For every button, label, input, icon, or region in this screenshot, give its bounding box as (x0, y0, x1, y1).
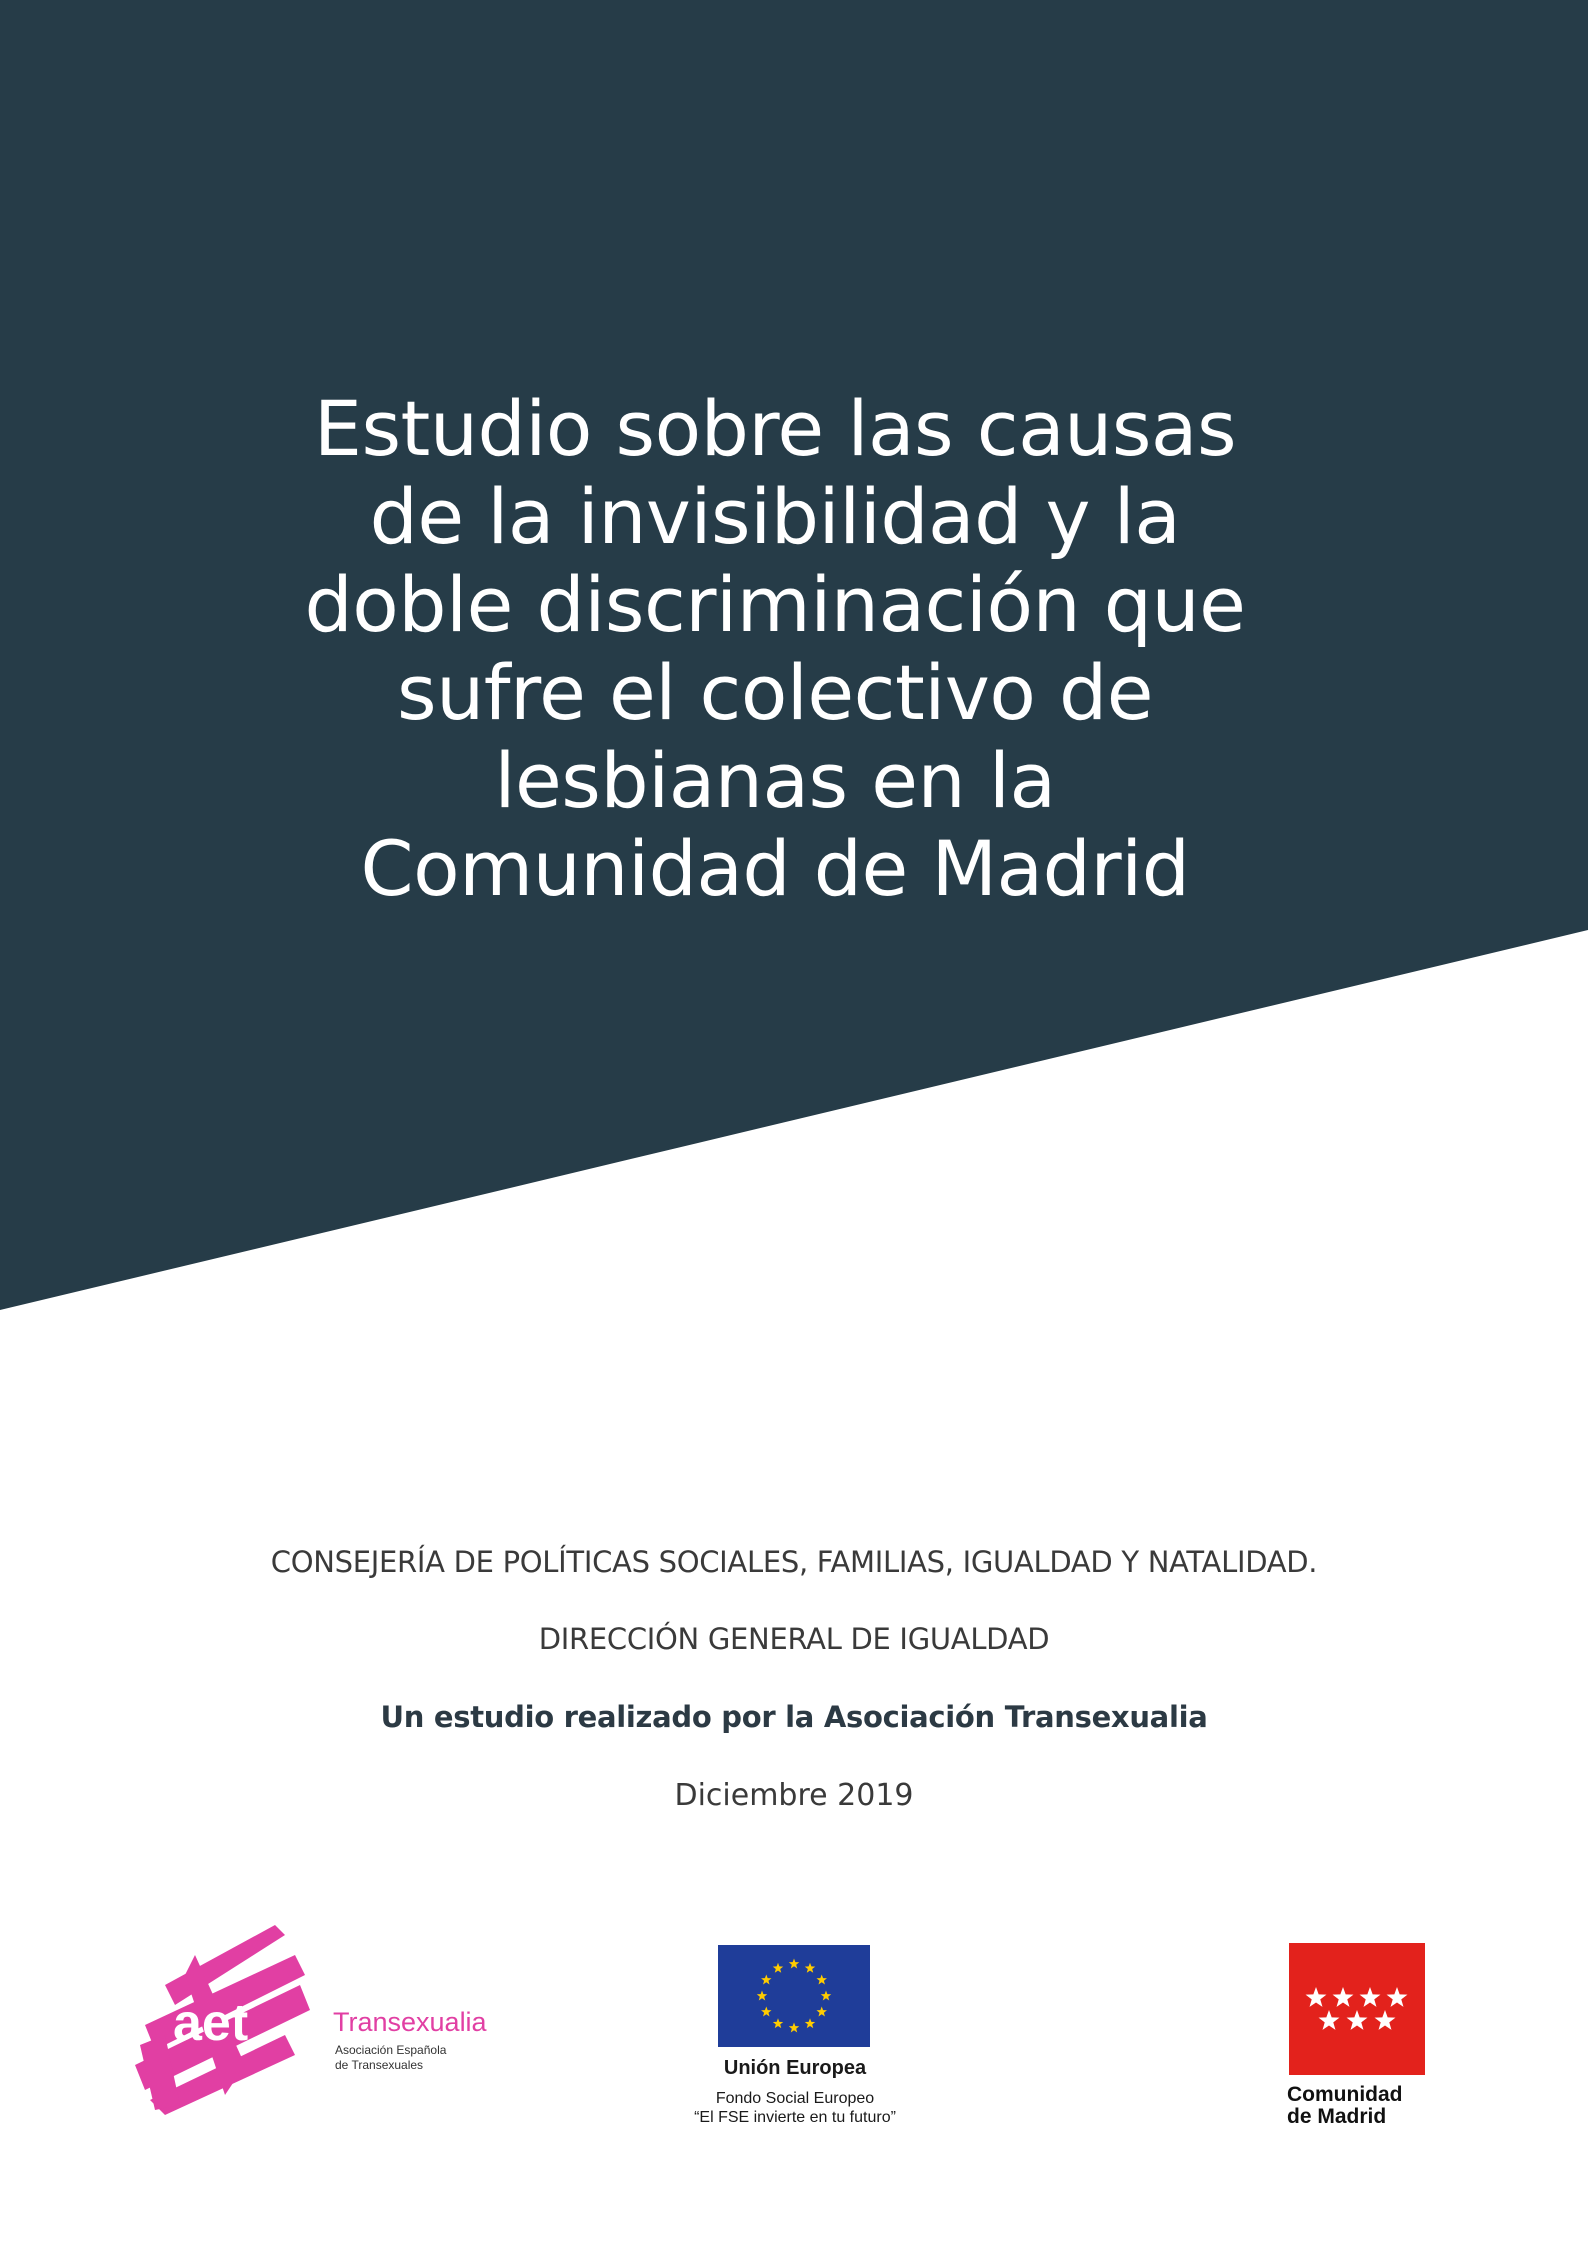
comunidad-de-madrid-logo (1285, 1943, 1445, 2133)
publication-date: Diciembre 2019 (674, 1778, 914, 1813)
document-title (170, 385, 1380, 913)
madrid-name: de Madrid (1287, 2105, 1387, 2128)
author-line: Un estudio realizado por la Asociación Transexualia (380, 1700, 1208, 1734)
madrid-flag-icon (1289, 1943, 1425, 2075)
eu-name: Unión Europea (723, 2057, 867, 2079)
madrid-name: Comunidad (1287, 2083, 1403, 2106)
title-line: lesbianas en la (494, 736, 1056, 825)
directorate-name: DIRECCIÓN GENERAL DE IGUALDAD (538, 1622, 1050, 1656)
title-line: sufre el colectivo de (396, 648, 1154, 737)
eu-fund-name: Fondo Social Europeo (715, 2090, 875, 2107)
transexualia-logo (125, 1915, 505, 2115)
department-name: CONSEJERÍA DE POLÍTICAS SOCIALES, FAMILIAS, IGUALDAD Y NATALIDAD. (270, 1545, 1318, 1579)
transexualia-brand-name: Transexualia (333, 2007, 487, 2037)
aet-mark-text: aet (173, 1994, 249, 2052)
eu-flag-icon (718, 1945, 870, 2047)
title-line: Comunidad de Madrid (360, 824, 1190, 913)
transexualia-subtitle: de Transexuales (335, 2058, 424, 2072)
title-line: doble discriminación que (304, 560, 1246, 649)
transexualia-subtitle: Asociación Española (335, 2043, 447, 2057)
title-line: Estudio sobre las causas (313, 384, 1237, 473)
aet-brush-mark-icon (125, 1915, 325, 2115)
eu-logo (660, 1940, 930, 2135)
title-line: de la invisibilidad y la (369, 472, 1181, 561)
eu-motto: “El FSE invierte en tu futuro” (694, 2109, 896, 2126)
